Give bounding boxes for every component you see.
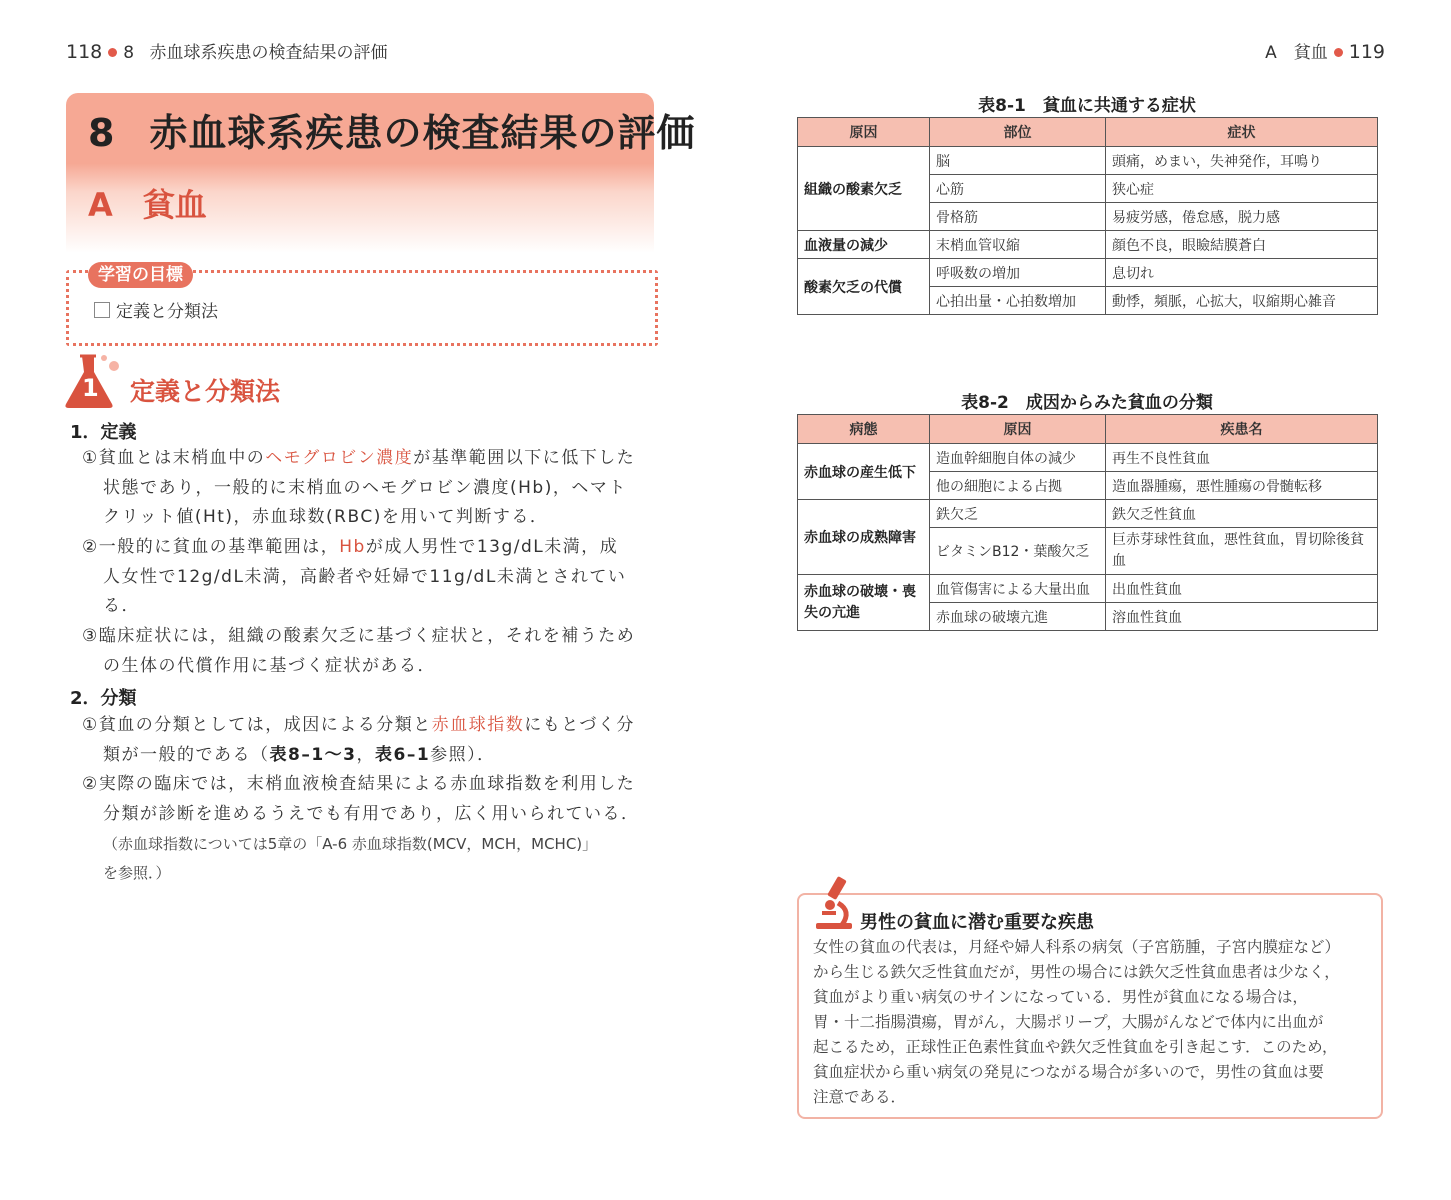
text: にもとづく分 bbox=[524, 715, 635, 735]
table-cell: 顔色不良，眼瞼結膜蒼白 bbox=[1106, 231, 1378, 259]
table-cell: 動悸，頻脈，心拡大，収縮期心雑音 bbox=[1106, 287, 1378, 315]
table-row bbox=[798, 231, 1378, 259]
text: の生体の代償作用に基づく症状がある． bbox=[103, 655, 436, 676]
table1 bbox=[797, 117, 1378, 315]
text: 類が一般的である（ bbox=[103, 744, 270, 765]
table-cell: 巨赤芽球性貧血，悪性貧血，胃切除後貧血 bbox=[1106, 528, 1378, 575]
table-reference: 表6–1 bbox=[375, 744, 431, 765]
microscope-icon bbox=[808, 873, 858, 933]
table2 bbox=[797, 414, 1378, 631]
running-header-left bbox=[66, 38, 388, 63]
reference-note bbox=[103, 830, 597, 888]
paragraph-classification-1 bbox=[82, 711, 635, 770]
table-row bbox=[798, 259, 1378, 287]
text: ②一般的に貧血の基準範囲は， bbox=[82, 537, 340, 557]
column-line: から生じる鉄欠乏性貧血だが，男性の場合には鉄欠乏性貧血患者は少なく， bbox=[813, 963, 1340, 981]
table-header-cell: 症状 bbox=[1106, 118, 1378, 147]
table-cell: 再生不良性貧血 bbox=[1106, 444, 1378, 472]
table-cell: 鉄欠乏性貧血 bbox=[1106, 500, 1378, 528]
text: クリット値(Ht)，赤血球数(RBC)を用いて判断する． bbox=[103, 507, 549, 528]
table-cell: 造血器腫瘍，悪性腫瘍の骨髄転移 bbox=[1106, 472, 1378, 500]
header-chapter-number: 8 bbox=[123, 43, 135, 63]
running-header-right bbox=[1265, 38, 1385, 63]
checkbox-icon bbox=[94, 302, 110, 318]
text: ③臨床症状には，組織の酸素欠乏に基づく症状と，それを補うため bbox=[82, 626, 636, 646]
page-number-right: 119 bbox=[1348, 41, 1385, 63]
table-group-cell: 赤血球の成熟障害 bbox=[798, 500, 930, 575]
table-header-cell: 原因 bbox=[930, 415, 1106, 444]
text: 分類が診断を進めるうえでも有用であり，広く用いられている． bbox=[103, 803, 640, 824]
highlight-term: Hb bbox=[339, 537, 366, 557]
topic-number: 1 bbox=[82, 374, 99, 402]
table-header-row bbox=[798, 118, 1378, 147]
topic-title: 定義と分類法 bbox=[130, 377, 281, 406]
bullet-dot-icon bbox=[108, 48, 117, 57]
table-group-cell: 赤血球の破壊・喪失の亢進 bbox=[798, 575, 930, 631]
learning-goals-label: 学習の目標 bbox=[88, 262, 193, 288]
table-cell: 赤血球の破壊亢進 bbox=[930, 603, 1106, 631]
chapter-number: 8 bbox=[88, 111, 116, 155]
subheading-classification: 2．分類 bbox=[70, 688, 137, 709]
table-header-cell: 病態 bbox=[798, 415, 930, 444]
page-number-left: 118 bbox=[66, 41, 103, 63]
table-group-cell: 赤血球の産生低下 bbox=[798, 444, 930, 500]
text: る． bbox=[103, 596, 140, 617]
table-row bbox=[798, 575, 1378, 603]
chapter-title bbox=[88, 102, 695, 157]
column-line: 胃・十二指腸潰瘍，胃がん，大腸ポリープ，大腸がんなどで体内に出血が bbox=[813, 1013, 1324, 1031]
text: 参照）． bbox=[430, 744, 496, 765]
column-line: 注意である． bbox=[813, 1088, 907, 1106]
text: 人女性で12g/dL未満，高齢者や妊婦で11g/dL未満とされてい bbox=[103, 566, 627, 587]
table-group-cell: 血液量の減少 bbox=[798, 231, 930, 259]
table-cell: 他の細胞による占拠 bbox=[930, 472, 1106, 500]
table-cell: 心拍出量・心拍数増加 bbox=[930, 287, 1106, 315]
table-cell: 末梢血管収縮 bbox=[930, 231, 1106, 259]
text: （赤血球指数については5章の「A-6 赤血球指数(MCV，MCH，MCHC)」 bbox=[103, 835, 598, 853]
goal-item bbox=[94, 297, 218, 322]
subheading-definition: 1．定義 bbox=[70, 422, 137, 443]
table-header-row bbox=[798, 415, 1378, 444]
paragraph-definition-2 bbox=[82, 533, 626, 622]
table-cell: 血管傷害による大量出血 bbox=[930, 575, 1106, 603]
paragraph-definition-3 bbox=[82, 622, 635, 681]
text: ①貧血の分類としては，成因による分類と bbox=[82, 715, 432, 735]
table-cell: 溶血性貧血 bbox=[1106, 603, 1378, 631]
text: を参照．） bbox=[103, 864, 171, 882]
header-section: A 貧血 bbox=[1265, 43, 1328, 63]
column-title: 男性の貧血に潜む重要な疾患 bbox=[860, 912, 1094, 933]
header-chapter-title: 赤血球系疾患の検査結果の評価 bbox=[149, 43, 388, 63]
table-cell: ビタミンB12・葉酸欠乏 bbox=[930, 528, 1106, 575]
column-line: 貧血症状から重い病気の発見につながる場合が多いので，男性の貧血は要 bbox=[813, 1063, 1324, 1081]
highlight-term: ヘモグロビン濃度 bbox=[265, 448, 414, 468]
chapter-title-text: 赤血球系疾患の検査結果の評価 bbox=[149, 111, 696, 155]
text: が成人男性で13g/dL未満，成 bbox=[365, 537, 619, 557]
table-cell: 心筋 bbox=[930, 175, 1106, 203]
table-cell: 造血幹細胞自体の減少 bbox=[930, 444, 1106, 472]
section-letter: A bbox=[88, 186, 113, 224]
text: ①貧血とは末梢血中の bbox=[82, 448, 266, 468]
text: 状態であり，一般的に末梢血のヘモグロビン濃度(Hb)，ヘマト bbox=[103, 477, 627, 498]
table-cell: 呼吸数の増加 bbox=[930, 259, 1106, 287]
table-header-cell: 部位 bbox=[930, 118, 1106, 147]
table-cell: 息切れ bbox=[1106, 259, 1378, 287]
table2-caption: 表8-2 成因からみた貧血の分類 bbox=[961, 393, 1213, 413]
table-cell: 骨格筋 bbox=[930, 203, 1106, 231]
paragraph-definition-1 bbox=[82, 444, 635, 533]
goal-item-text: 定義と分類法 bbox=[116, 302, 218, 322]
text: が基準範囲以下に低下した bbox=[413, 448, 636, 468]
table-group-cell: 組織の酸素欠乏 bbox=[798, 147, 930, 231]
text: ②実際の臨床では，末梢血液検査結果による赤血球指数を利用した bbox=[82, 774, 636, 794]
table-cell: 狭心症 bbox=[1106, 175, 1378, 203]
table-row bbox=[798, 147, 1378, 175]
table-header-cell: 疾患名 bbox=[1106, 415, 1378, 444]
column-line: 起こるため，正球性正色素性貧血や鉄欠乏性貧血を引き起こす．このため， bbox=[813, 1038, 1338, 1056]
table-cell: 鉄欠乏 bbox=[930, 500, 1106, 528]
table-row bbox=[798, 500, 1378, 528]
text: ， bbox=[356, 744, 375, 765]
table-header-cell: 原因 bbox=[798, 118, 930, 147]
table-cell: 脳 bbox=[930, 147, 1106, 175]
bullet-dot-icon bbox=[1334, 48, 1343, 57]
paragraph-classification-2 bbox=[82, 770, 640, 829]
table-cell: 易疲労感，倦怠感，脱力感 bbox=[1106, 203, 1378, 231]
column-body bbox=[813, 935, 1373, 1110]
table-group-cell: 酸素欠乏の代償 bbox=[798, 259, 930, 315]
section-title-text: 貧血 bbox=[142, 186, 207, 224]
table-reference: 表8–1～3 bbox=[269, 744, 357, 765]
highlight-term: 赤血球指数 bbox=[431, 715, 525, 735]
column-line: 貧血がより重い病気のサインになっている．男性が貧血になる場合は， bbox=[813, 988, 1308, 1006]
table-row bbox=[798, 444, 1378, 472]
table-cell: 出血性貧血 bbox=[1106, 575, 1378, 603]
section-title bbox=[88, 180, 207, 226]
column-line: 女性の貧血の代表は，月経や婦人科系の病気（子宮筋腫，子宮内膜症など） bbox=[813, 938, 1341, 956]
table1-caption: 表8-1 貧血に共通する症状 bbox=[978, 96, 1196, 116]
table-cell: 頭痛，めまい，失神発作，耳鳴り bbox=[1106, 147, 1378, 175]
